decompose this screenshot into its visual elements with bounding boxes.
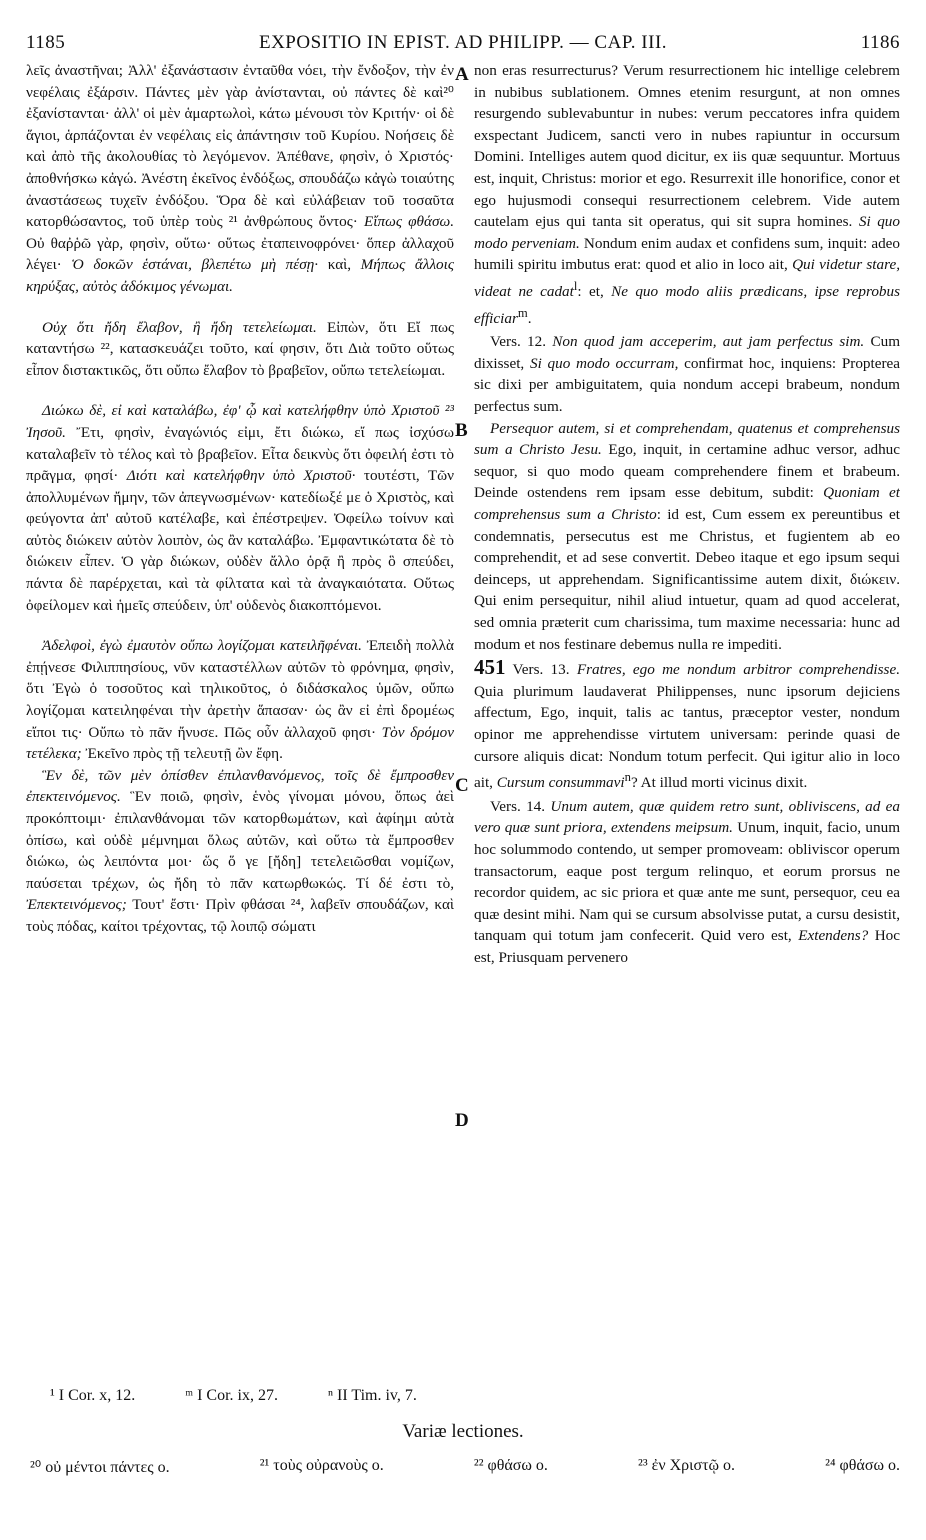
verse-label: Vers. 12. — [490, 333, 547, 351]
greek-paragraph-5: Ἓν δὲ, τῶν μὲν ὀπίσθεν ἐπιλανθανόμενος, τοῖς δὲ ἔμπροσθεν ἐπεκτεινόμενος. Ἓν ποιῶ, φησὶν, ἑνὸς γίνομαι μόνου, ὅπως ἀεὶ προκόπτοιμι· ἐπιλανθάνομαι τῶν κατορθωμάτων, καὶ ἀφίημι αὐτὰ ὀπίσω, καὶ οὐδὲ μέμνημαι ὅλως αὐτῶν, καὶ οὕτω τὰ ἔμπροσθεν διώκω, ὡς λειπόντα μοι· ὥς ὅ γε [ἤδη] τετελειῶσθαι νομίζων, παύσεται τρέχων, ὡς ἤδη τὸ πᾶν κατωρθωκώς. Τί δέ ἐστι τὸ, Ἐπεκτεινόμενος; Τουτ' ἔστι· Πρὶν φθάσαι ²⁴, λαβεῖν σπουδάζων, καὶ τοὺς πόδας, καίτοι τρέχοντας, τῷ λοιπῷ σώματι — [26, 766, 454, 935]
variant-readings — [30, 1457, 900, 1477]
latin-paragraph-2: Vers. 12. Non quod jam acceperim, aut jam perfectus sim. Cum dixisset, Si quo modo occurram, confirmat hoc, inquiens: Propterea sic dixi per ambiguitatem, quia nondum accepi brabeum, nondum perfectus sum. — [474, 333, 900, 416]
greek-paragraph-4: Ἀδελφοὶ, ἐγὼ ἐμαυτὸν οὔπω λογίζομαι κατειλῆφέναι. Ἐπειδὴ πολλὰ ἐπῄνεσε Φιλιππησίους, νῦν καταστέλλων αὐτῶν τὸ φρόνημα, φησὶν, ὅτι Ἐγὼ ὁ τοσοῦτος καὶ τηλικοῦτος, ὁ διδάσκαλος ὑμῶν, οὔπω λογίζομαι κατειληφέναι τὴν ἀρετὴν ἅπασαν· ὡς ἂν εἰ ἐπὶ δρομέως εἴποι τις· Οὔπω τὸ πᾶν ἤνυσε. Πῶς οὖν ἀλλαχοῦ φησι· Τὸν δρόμον τετέλεκα; Ἐκεῖνο πρὸς τῇ τελευτῇ ὢν ἔφη. — [26, 637, 454, 763]
footnote: ⁿ II Tim. iv, 7. — [327, 1387, 417, 1404]
variant-reading: ²⁴ φθάσω ο. — [825, 1457, 900, 1474]
page-number-left: 1185 — [26, 32, 66, 53]
verse-label: Vers. 14. — [490, 797, 546, 815]
latin-paragraph-3: Persequor autem, si et comprehendam, quatenus et comprehensus sum a Christo Jesu. Ego, inquit, in certamine adhuc versor, adhuc sequor, si quo modo queam comprehendere finem et brabeum. Deinde ostendens rem ipsam esse debitum, subdit: Quoniam et comprehensus sum a Christo: id est, Cum essem ex pereuntibus et condemnatis, persecutus est me Christus, et fugientem ab eo comprehendit, et ad sese convertit. Debeo itaque et ego ipsum sequi deinceps, ut apprehendam. Significantissime autem dixit, διώκειν. Qui enim persequitur, nihil aliud intuetur, quam ad quod accelerat, sed omnia præterit cum charissima, tum maxime necessaria: hunc ad modum et nos festinare debemus nulla re impediti. — [474, 419, 900, 653]
margin-letter-a: A — [455, 64, 469, 85]
greek-paragraph-3: Διώκω δὲ, εἰ καὶ καταλάβω, ἐφ' ᾧ καὶ κατελήφθην ὑπὸ Χριστοῦ ²³ Ἰησοῦ. Ἔτι, φησὶν, ἐναγώνιός εἰμι, ἔτι διώκω, εἴ πως ἰσχύσω καταλαβεῖν τὸ τέλος καὶ τὸ βραβεῖον. Εἶτα δεικνὺς ὅτι ὀφειλή ἐστι τὸ πρᾶγμα, φησί· Διότι καὶ κατελήφθην ὑπὸ Χριστοῦ· τουτέστι, Τῶν ἀπολλυμένων ἤμην, τῶν ἀπεγνωσμένων· κατεδίωξέ με ὁ Χριστὸς, καὶ φεύγοντα ἀπ' αὐτοῦ κατέλαβε, καὶ ἐπέστρεψεν. Ὀφείλω τοίνυν καὶ αὐτὸς διώκειν αὐτὸν λοιπὸν, ὡς ἂν καταλάβω. Ἐμφαντικώτατα δὲ τὸ διώκειν εἶπεν. Ὁ γὰρ διώκων, οὐδὲν ἄλλο ὁρᾷ ἢ πρὸς ὃ σπεύδει, πάντα δὲ παρέρχεται, καὶ τὰ φίλτατα καὶ τὰ ἀναγκαιότατα. Οὕτως ὀφείλομεν καὶ ἡμεῖς σπεύδειν, ὑπ' οὐδενὸς διακοπτόμενοι. — [26, 402, 454, 614]
page-number-right: 1186 — [860, 32, 900, 53]
variant-reading: ²² φθάσω ο. — [473, 1457, 548, 1474]
margin-letter-c: C — [455, 775, 469, 796]
running-title: EXPOSITIO IN EPIST. AD PHILIPP. — CAP. III. — [258, 32, 668, 53]
margin-letter-d: D — [455, 1110, 469, 1131]
footnote: ¹ I Cor. x, 12. — [50, 1387, 136, 1404]
latin-paragraph-4: 451 Vers. 13. Fratres, ego me nondum arbitror comprehendisse. Quia plurimum laudaverat Philippenses, nunc ipsorum dejiciens affectum, Ego, inquit, talis ac tantus, præceptor vester, nondum opinor me apprehendisse virtutem universam: perinde quasi de cursore aliquis dicat: Nondum totum perfecit. Qui igitur alio in loco ait, Cursum consummavi$^n$? At illud morti vicinus dixit. — [474, 655, 900, 792]
variant-reading: ²³ ἐν Χριστῷ ο. — [638, 1457, 736, 1474]
footnote: ᵐ I Cor. ix, 27. — [185, 1387, 278, 1404]
margin-letter-b: B — [455, 420, 468, 441]
verse-label: Vers. 13. — [512, 661, 570, 679]
greek-column — [26, 60, 454, 1380]
greek-paragraph-2: Οὐχ ὅτι ἤδη ἔλαβον, ἢ ἤδη τετελείωμαι. Εἰπὼν, ὅτι Εἴ πως καταντήσω ²², κατασκευάζει τοῦτο, καί φησιν, ὅτι Διὰ τοῦτο οὕτως εἶπον διστακτικῶς, ὅτι οὔπω ἔλαβον τὸ βραβεῖον, οὔπω τετελείωμαι. — [26, 318, 454, 379]
footnotes — [50, 1387, 900, 1405]
column-number: 451 — [474, 655, 506, 680]
latin-paragraph-5: Vers. 14. Unum autem, quæ quidem retro sunt, obliviscens, ad ea vero quæ sunt priora, extendens meipsum. Unum, inquit, facio, unum hoc solummodo contendo, ut semper promoveam: obliviscor operum transactorum, eaque post tergum relinquo, et eorum prorsus ne recordor quidem, ac sic priora et quæ ante me sunt, persequor, ceu ea quæ desint mihi. Nam qui se cursum absolvisse putat, a cursu desistit, tanquam qui totum jam confecerit. Quid vero est, Extendens? Hoc est, Priusquam pervenero — [474, 797, 900, 966]
variant-reading: ²¹ τοὺς οὐρανοὺς ο. — [259, 1457, 384, 1474]
latin-paragraph-1: non eras resurrecturus? Verum resurrectionem hic intellige celebrem in nubibus sublationem. Omnes etenim resurgunt, at non omnes resurgendo sublevabuntur in nubes: verum peccatores infra quidem exspectant Judicem, sancti vero in nubes rapiuntur in occursum Domini. Intelliges autem quod dicitur, ex iis quæ sequuntur. Mortuus est, inquit, Christus: morior et ego. Resurrexit ille honorifice, conor et ego hujusmodi consequi resurrectionem celebrem. Vide autem cautelam ejus qui tanta sit operatus, qui sit supra homines. Si quo modo perveniam. Nondum enim audax et confidens sum, inquit: adeo humili spiritu imbutus erat: quod et alio in loco ait, Qui videtur stare, videat ne cadat$^l$: et, Ne quo modo aliis prædicans, ipse reprobus efficiar$^m$. — [474, 62, 900, 327]
variae-lectiones-heading: Variæ lectiones. — [402, 1421, 524, 1442]
variant-reading: ²⁰ οὐ μέντοι πάντες ο. — [30, 1459, 170, 1476]
latin-column — [474, 60, 900, 1380]
running-header — [26, 32, 900, 60]
greek-paragraph-1: λεῖς ἀναστῆναι; Ἀλλ' ἐξανάστασιν ἐνταῦθα νόει, τὴν ἔνδοξον, τὴν ἐν νεφέλαις ἐξάρσιν. Πάντες μὲν γὰρ ἀνίστανται, οὐ πάντες δὲ καὶ²⁰ ἐξανίστανται· ἀλλ' οἱ μὲν ἁμαρτωλοὶ, κάτω μένουσι τὸν Κριτήν· οἱ δὲ ἅγιοι, ἁρπάζονται ἐν νεφέλαις εἰς ἀπάντησιν τοῦ Κυρίου. Νοήσεις δὲ καὶ ἀπὸ τῆς ἀκολουθίας τὸ λεγόμενον. Ἀπέθανε, φησὶν, ὁ Χριστός· ἀποθνήσκω κἀγώ. Ἀνέστη ἐκεῖνος ἐνδόξως, σπουδάζω κἀγὼ τοιαύτης ἀναστάσεως τυχεῖν ἐνδόξου. Ὅρα δὲ καὶ εὐλάβειαν τοῦ τοσαῦτα κατορθώσαντος, τοῦ ὑπὲρ τοὺς ²¹ ἀνθρώπους ὄντος· Εἴπως φθάσω. Οὐ θαῤῥῶ γὰρ, φησὶν, οὕτω· οὕτως ἐταπεινοφρόνει· ὅπερ ἀλλαχοῦ λέγει· Ὁ δοκῶν ἑστάναι, βλεπέτω μὴ πέσῃ· καὶ, Μήπως ἄλλοις κηρύξας, αὐτὸς ἀδόκιμος γένωμαι. — [26, 62, 454, 295]
